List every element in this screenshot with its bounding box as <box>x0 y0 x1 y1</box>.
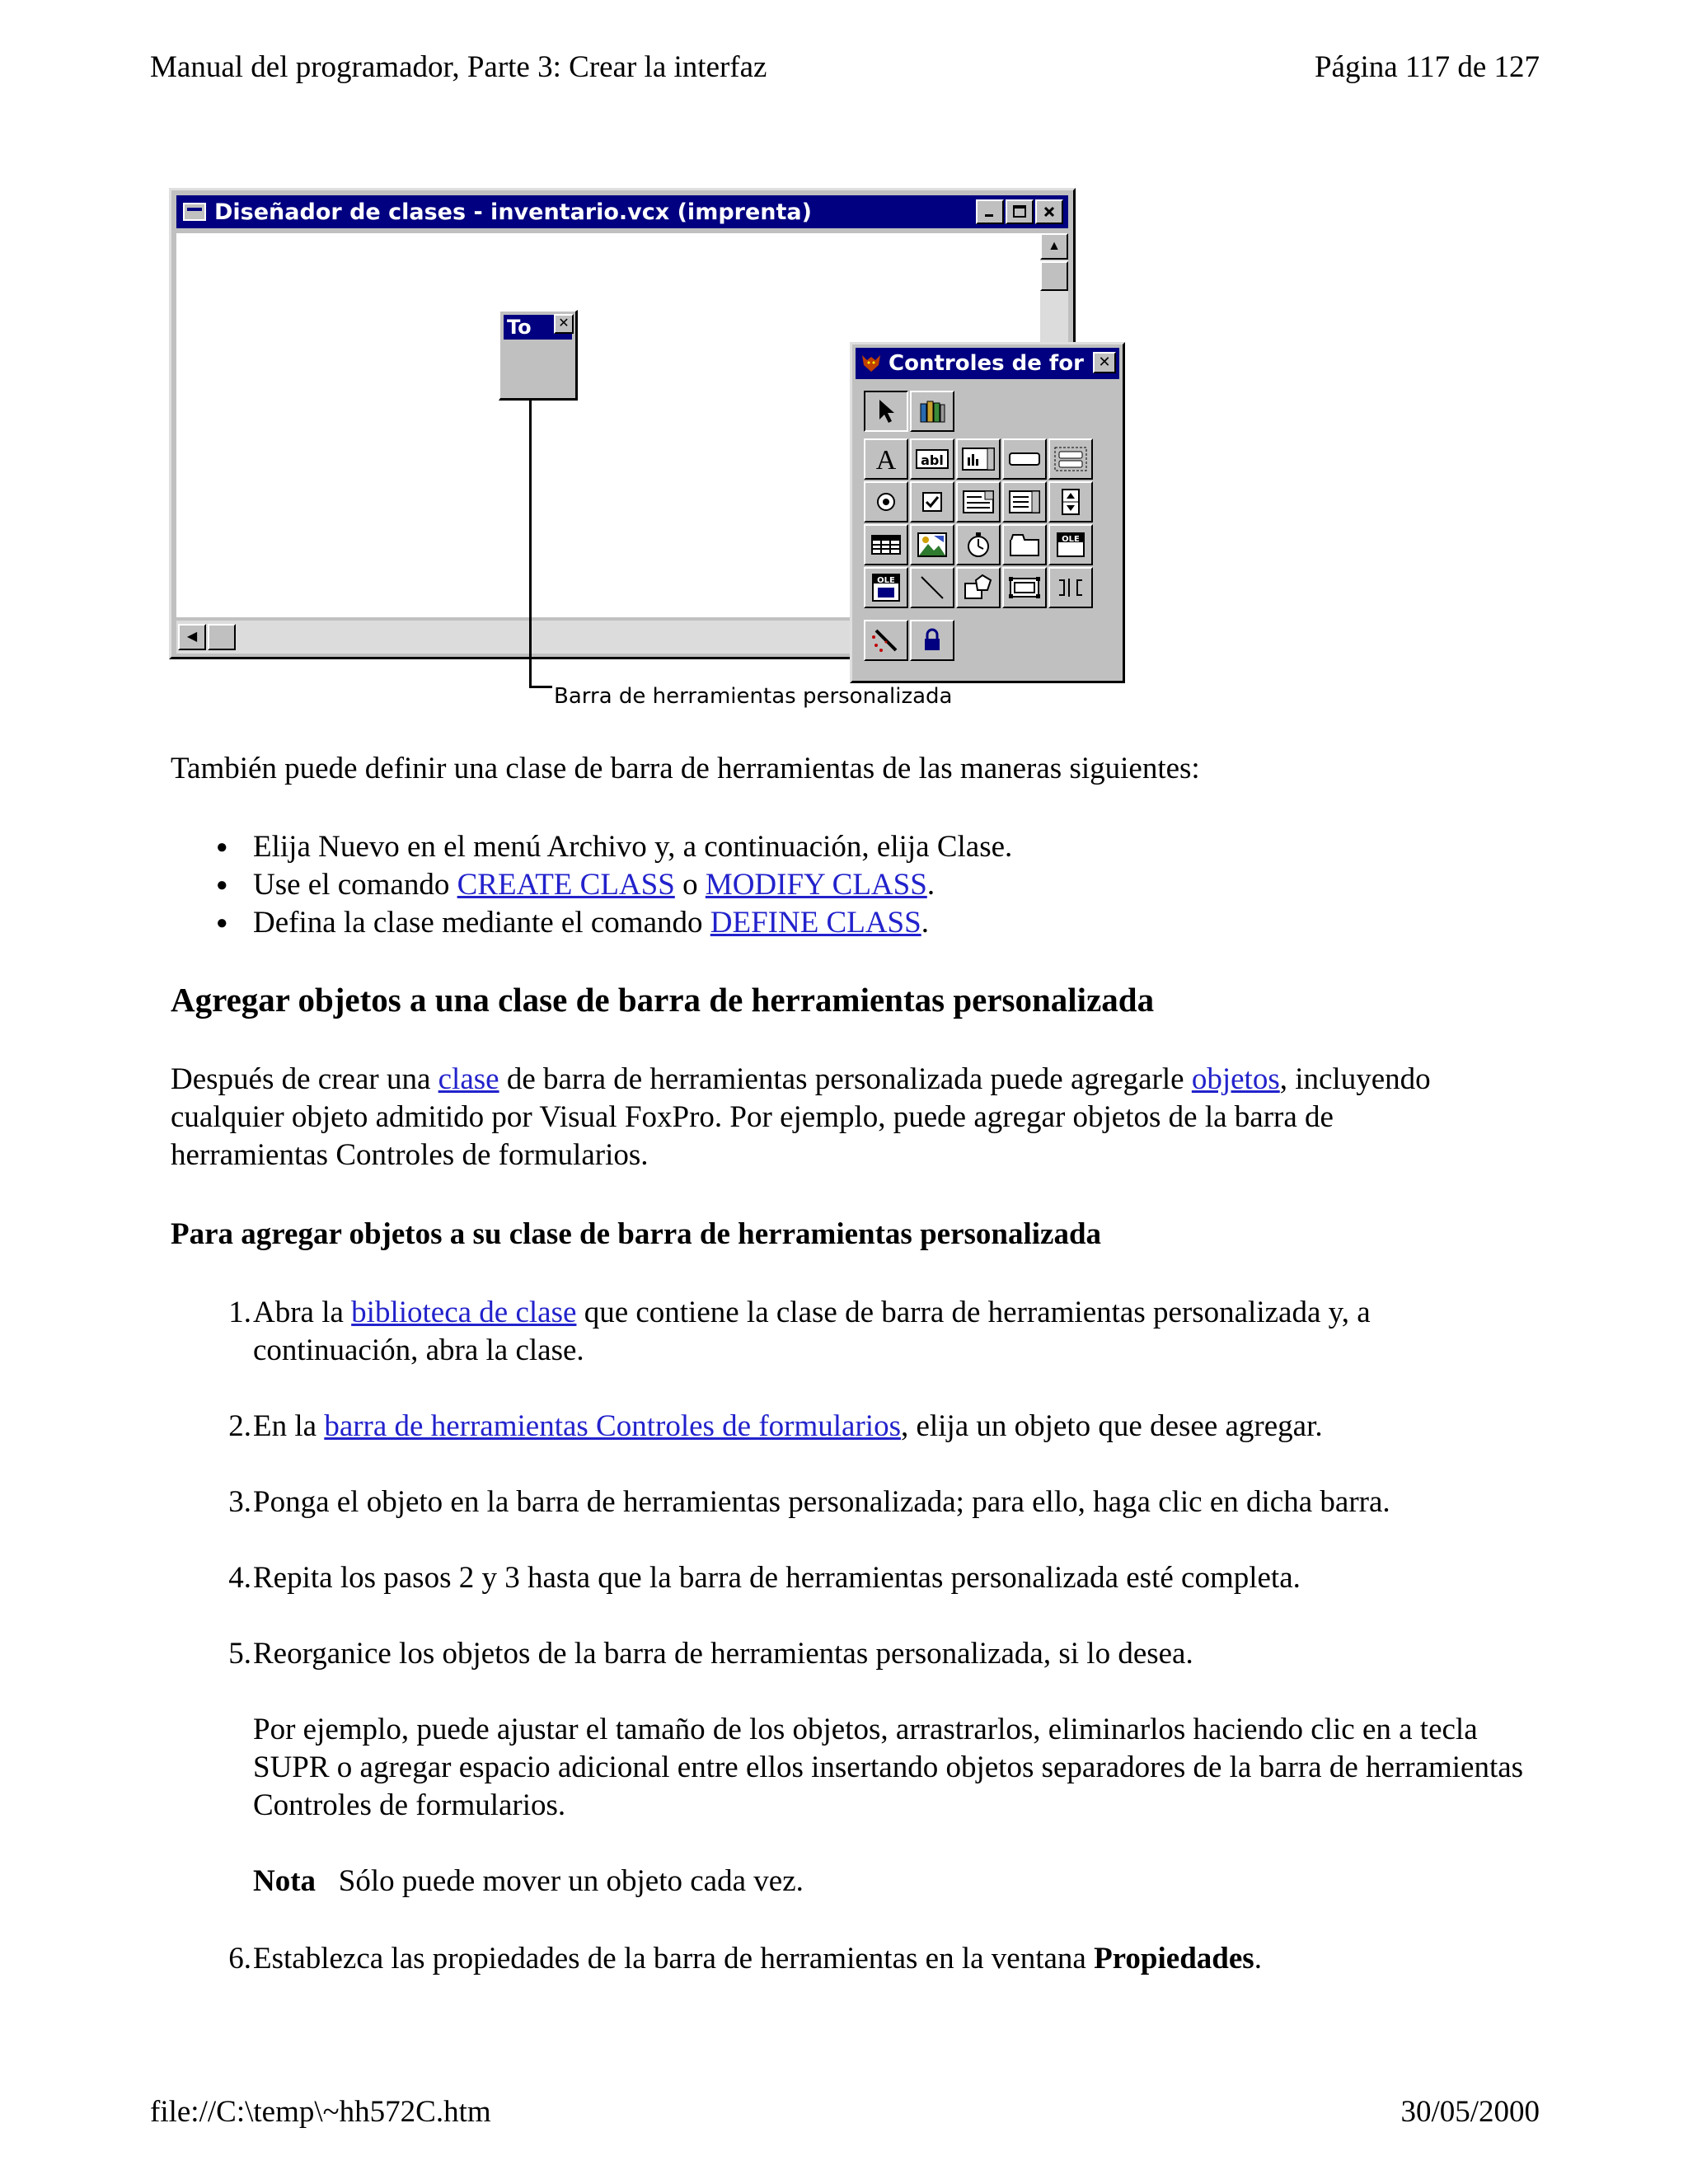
section-heading: Agregar objetos a una clase de barra de herramientas personalizada <box>171 981 1155 1019</box>
class-library-link[interactable]: biblioteca de clase <box>351 1296 577 1329</box>
pageframe-icon[interactable] <box>1002 524 1047 565</box>
grid-icon[interactable] <box>864 524 908 565</box>
form-controls-toolbar-link[interactable]: barra de herramientas Controles de formularios <box>324 1409 901 1443</box>
step-text: Abra la <box>253 1296 352 1329</box>
scroll-thumb-horizontal[interactable] <box>208 624 236 650</box>
document-title: Manual del programador, Parte 3: Crear la interfaz <box>150 50 767 84</box>
step-number: 5. <box>228 1637 251 1671</box>
scroll-up-icon[interactable]: ▲ <box>1040 233 1068 260</box>
step-number: 4. <box>228 1561 251 1595</box>
step-3 <box>171 1483 1539 1521</box>
list-item <box>216 828 1535 866</box>
custom-toolbar-title: To <box>504 315 572 340</box>
define-class-link[interactable]: DEFINE CLASS <box>710 906 921 940</box>
listbox-icon[interactable] <box>1002 481 1047 523</box>
procedure-heading: Para agregar objetos a su clase de barra de herramientas personalizada <box>171 1217 1102 1251</box>
step-5 <box>171 1635 1539 1673</box>
bullet-list <box>216 828 1535 942</box>
commandbutton-icon[interactable] <box>1002 438 1047 480</box>
page-header <box>150 49 1540 86</box>
step-text: . <box>1254 1942 1262 1975</box>
separator-icon[interactable] <box>1048 567 1093 608</box>
label-icon[interactable] <box>864 438 908 480</box>
step-text: Reorganice los objetos de la barra de herramientas personalizada, si lo desea. <box>253 1637 1193 1671</box>
scroll-left-icon[interactable]: ◀ <box>178 624 206 650</box>
scroll-thumb[interactable] <box>1040 261 1068 291</box>
form-controls-toolbar[interactable] <box>850 342 1125 683</box>
step-text: Establezca las propiedades de la barra de herramientas en la ventana <box>253 1942 1095 1975</box>
editbox-icon[interactable] <box>956 438 1001 480</box>
bullet-text: . <box>926 868 935 902</box>
ole-bound-icon[interactable] <box>864 567 908 608</box>
page-footer <box>150 2094 1540 2130</box>
step-2 <box>171 1408 1539 1446</box>
bullet-text: Defina la clase mediante el comando <box>253 906 710 940</box>
lock-icon[interactable] <box>910 620 954 661</box>
file-path: file://C:\temp\~hh572C.htm <box>150 2095 491 2129</box>
builder-lock-icon[interactable] <box>864 620 908 661</box>
ole-container-icon[interactable] <box>1048 524 1093 565</box>
close-icon[interactable]: ✕ <box>1093 352 1116 373</box>
paragraph-text: , incluyendo cualquier objeto admitido por Visual FoxPro. Por ejemplo, puede agregar objetos de la barra de herramientas Controles de formularios. <box>171 1062 1431 1172</box>
line-icon[interactable] <box>910 567 954 608</box>
step-text: , elija un objeto que desee agregar. <box>900 1409 1323 1443</box>
svg-text:OLE: OLE <box>877 576 895 585</box>
step-text: En la <box>253 1409 325 1443</box>
step-number: 2. <box>228 1409 251 1443</box>
checkbox-icon[interactable] <box>910 481 954 523</box>
class-library-icon[interactable] <box>910 391 954 432</box>
close-icon[interactable] <box>1035 199 1063 224</box>
minimize-icon[interactable] <box>976 199 1004 224</box>
create-class-link[interactable]: CREATE CLASS <box>457 868 675 902</box>
pointer-icon[interactable] <box>864 391 908 432</box>
figure-caption: Barra de herramientas personalizada <box>554 684 953 709</box>
step-text: Ponga el objeto en la barra de herramientas personalizada; para ello, haga clic en dicha barra. <box>253 1485 1390 1519</box>
form-controls-title-bar[interactable] <box>856 348 1119 379</box>
form-controls-title: Controles de for <box>889 351 1084 376</box>
callout-line-vertical <box>529 401 532 687</box>
paragraph-text: de barra de herramientas personalizada puede agregarle <box>499 1062 1192 1096</box>
step-4 <box>171 1559 1539 1597</box>
class-designer-figure <box>169 188 1125 715</box>
fox-icon <box>860 354 882 373</box>
step-5-note <box>171 1863 1539 1900</box>
textbox-icon[interactable] <box>910 438 954 480</box>
modify-class-link[interactable]: MODIFY CLASS <box>705 868 927 902</box>
commandgroup-icon[interactable] <box>1048 438 1093 480</box>
spinner-icon[interactable] <box>1048 481 1093 523</box>
note-text: Sólo puede mover un objeto cada vez. <box>338 1864 804 1898</box>
svg-text:A: A <box>875 446 897 472</box>
optiongroup-icon[interactable] <box>864 481 908 523</box>
class-link[interactable]: clase <box>438 1062 499 1096</box>
list-item <box>216 866 1535 904</box>
intro-paragraph: También puede definir una clase de barra de herramientas de las maneras siguientes: <box>171 752 1200 785</box>
timer-icon[interactable] <box>956 524 1001 565</box>
svg-text:abl: abl <box>921 452 944 468</box>
bullet-text: o <box>674 868 706 902</box>
step-number: 6. <box>228 1942 251 1975</box>
properties-window-name: Propiedades <box>1094 1942 1254 1975</box>
step-detail-text: Por ejemplo, puede ajustar el tamaño de los objetos, arrastrarlos, eliminarlos haciendo clic en a tecla SUPR o agregar espacio adicional entre ellos insertando objetos separadores de la barra de herramientas Controles de formularios. <box>253 1713 1524 1822</box>
callout-line-horizontal <box>529 686 552 688</box>
svg-text:OLE: OLE <box>1062 535 1080 544</box>
step-number: 3. <box>228 1485 251 1519</box>
step-1 <box>171 1294 1539 1370</box>
bullet-text: . <box>921 906 929 940</box>
window-title-bar[interactable] <box>176 195 1068 228</box>
objects-link[interactable]: objetos <box>1191 1062 1280 1096</box>
step-5-detail <box>171 1711 1539 1825</box>
body-paragraph <box>171 1061 1489 1174</box>
page-number: Página 117 de 127 <box>1314 50 1540 84</box>
step-6 <box>171 1940 1539 1978</box>
step-text: Repita los pasos 2 y 3 hasta que la barra de herramientas personalizada esté completa. <box>253 1561 1301 1595</box>
window-title-text: Diseñador de clases - inventario.vcx (imprenta) <box>214 199 812 225</box>
bullet-text: Use el comando <box>253 868 457 902</box>
container-icon[interactable] <box>1002 567 1047 608</box>
window-app-icon <box>183 203 206 221</box>
close-icon[interactable]: ✕ <box>554 314 574 334</box>
bullet-text: Elija Nuevo en el menú Archivo y, a continuación, elija Clase. <box>253 830 1013 864</box>
print-date: 30/05/2000 <box>1400 2095 1540 2129</box>
combobox-icon[interactable] <box>956 481 1001 523</box>
shape-icon[interactable] <box>956 567 1001 608</box>
step-text: que contiene la clase de barra de herramientas personalizada y, a continuación, abra la clase. <box>253 1296 1371 1367</box>
note-label: Nota <box>253 1864 316 1898</box>
custom-toolbar-window[interactable] <box>499 310 578 401</box>
list-item <box>216 904 1535 942</box>
maximize-icon[interactable] <box>1006 199 1034 224</box>
paragraph-text: Después de crear una <box>171 1062 438 1096</box>
image-icon[interactable] <box>910 524 954 565</box>
step-number: 1. <box>228 1296 251 1329</box>
